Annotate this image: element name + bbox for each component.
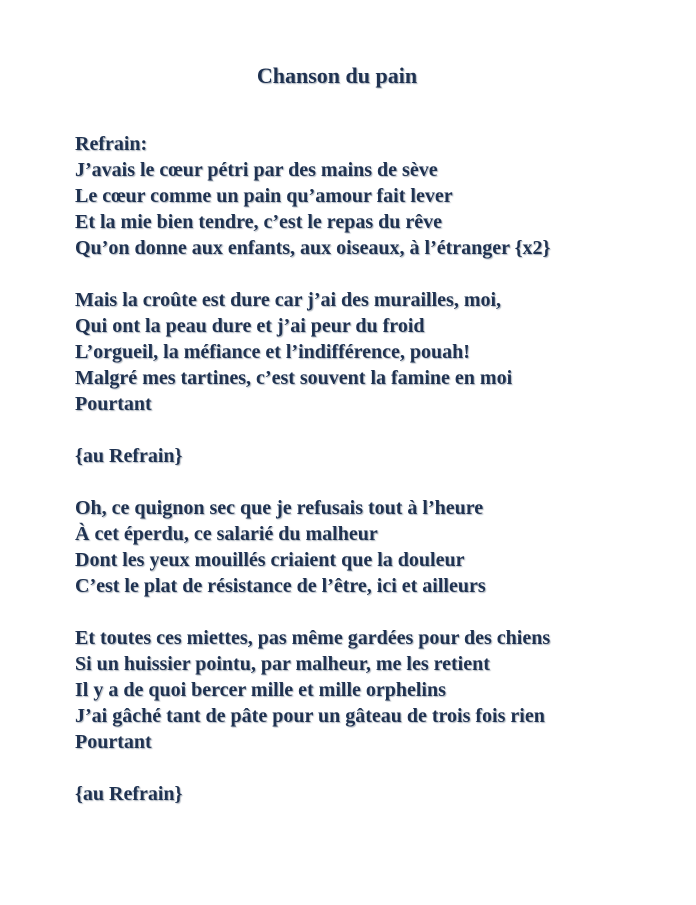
stanza-line: Refrain: [75, 133, 148, 155]
stanza-refrain-callout-2 [75, 781, 675, 807]
stanza-line: Et la mie bien tendre, c’est le repas du rêve [75, 211, 442, 233]
document-title: Chanson du pain [256, 63, 418, 88]
stanza-line: Malgré mes tartines, c’est souvent la famine en moi [75, 367, 513, 389]
stanza-line: Le cœur comme un pain qu’amour fait lever [75, 185, 453, 207]
stanza-line: L’orgueil, la méfiance et l’indifférence, pouah! [75, 341, 470, 363]
stanza-verse-1 [75, 287, 675, 417]
stanza-line: J’avais le cœur pétri par des mains de sève [75, 159, 438, 181]
stanza-line: {au Refrain} [75, 445, 183, 467]
stanza-line: Mais la croûte est dure car j’ai des murailles, moi, [75, 289, 502, 311]
stanza-verse-3 [75, 625, 675, 755]
stanza-line: Pourtant [75, 731, 152, 753]
stanza-line: Qui ont la peau dure et j’ai peur du froid [75, 315, 425, 337]
stanza-line: Et toutes ces miettes, pas même gardées pour des chiens [75, 627, 551, 649]
stanza-line: Si un huissier pointu, par malheur, me les retient [75, 653, 490, 675]
stanza-line: Dont les yeux mouillés criaient que la douleur [75, 549, 465, 571]
stanza-line: {au Refrain} [75, 783, 183, 805]
stanza-line: À cet éperdu, ce salarié du malheur [75, 523, 378, 545]
stanza-line: J’ai gâché tant de pâte pour un gâteau de trois fois rien [75, 705, 545, 727]
stanza-line: Oh, ce quignon sec que je refusais tout à l’heure [75, 497, 484, 519]
stanza-refrain-callout-1 [75, 443, 675, 469]
lyrics-body [75, 131, 675, 833]
stanza-verse-2 [75, 495, 675, 599]
stanza-refrain [75, 131, 675, 261]
stanza-line: Pourtant [75, 393, 152, 415]
stanza-line: Il y a de quoi bercer mille et mille orphelins [75, 679, 446, 701]
stanza-line: Qu’on donne aux enfants, aux oiseaux, à l’étranger {x2} [75, 237, 551, 259]
stanza-line: C’est le plat de résistance de l’être, ici et ailleurs [75, 575, 486, 597]
